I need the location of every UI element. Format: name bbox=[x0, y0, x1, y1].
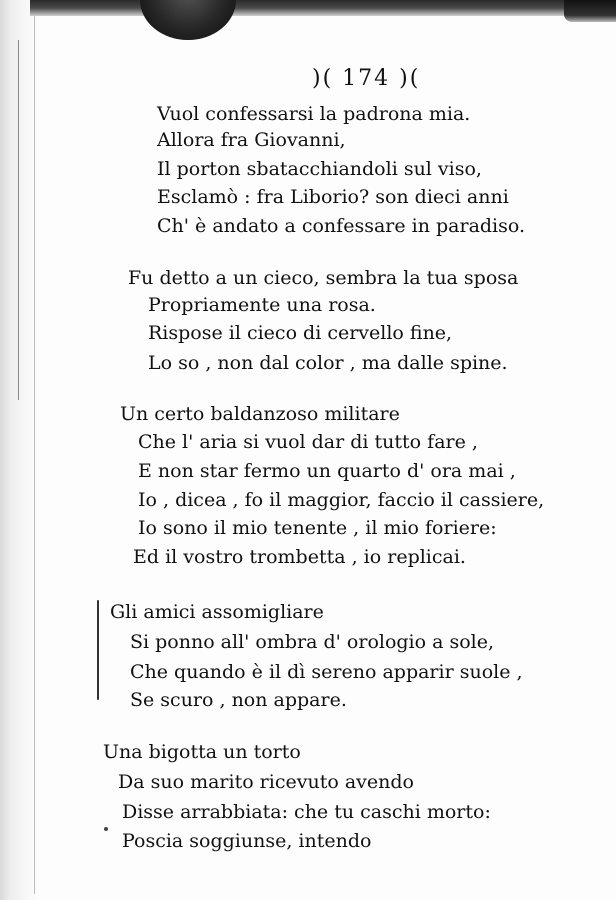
verse-line: Rispose il cieco di cervello fine, bbox=[148, 322, 453, 344]
page-edge-line bbox=[34, 14, 35, 894]
page-edge-line bbox=[18, 40, 19, 400]
verse-line: Esclamò : fra Liborio? son dieci anni bbox=[157, 186, 509, 208]
verse-line: Poscia soggiunse, intendo bbox=[122, 830, 372, 852]
verse-line: Io sono il mio tenente , il mio foriere: bbox=[138, 517, 497, 539]
verse-line: E non star fermo un quarto d' ora mai , bbox=[138, 460, 516, 482]
verse-line: Gli amici assomigliare bbox=[110, 601, 324, 623]
verse-line: Che quando è il dì sereno apparir suole , bbox=[130, 661, 523, 683]
top-right-shadow bbox=[564, 0, 616, 22]
verse-line: Che l' aria si vuol dar di tutto fare , bbox=[138, 431, 478, 453]
verse-line: Il porton sbatacchiandoli sul viso, bbox=[157, 158, 482, 180]
margin-pen-mark bbox=[97, 600, 99, 700]
verse-line: Ed il vostro trombetta , io replicai. bbox=[133, 546, 466, 568]
verse-line: Lo so , non dal color , ma dalle spine. bbox=[148, 352, 508, 374]
page-number: )( 174 )( bbox=[312, 66, 421, 91]
verse-line: Vuol confessarsi la padrona mia. bbox=[157, 103, 471, 125]
verse-line: Disse arrabbiata: che tu caschi morto: bbox=[122, 801, 491, 823]
binding-margin bbox=[0, 0, 38, 900]
verse-line: Io , dicea , fo il maggior, faccio il cassiere, bbox=[138, 489, 545, 511]
ink-speck bbox=[104, 827, 108, 831]
verse-line: Ch' è andato a confessare in paradiso. bbox=[157, 215, 526, 237]
verse-line: Se scuro , non appare. bbox=[130, 689, 347, 711]
book-clip bbox=[140, 0, 236, 40]
verse-line: Propriamente una rosa. bbox=[148, 294, 376, 316]
verse-line: Un certo baldanzoso militare bbox=[120, 403, 400, 425]
verse-line: Si ponno all' ombra d' orologio a sole, bbox=[130, 631, 495, 653]
verse-line: Fu detto a un cieco, sembra la tua sposa bbox=[128, 267, 519, 289]
verse-line: Da suo marito ricevuto avendo bbox=[118, 771, 414, 793]
top-shadow bbox=[30, 0, 616, 16]
verse-line: Allora fra Giovanni, bbox=[157, 129, 346, 151]
verse-line: Una bigotta un torto bbox=[103, 741, 301, 763]
